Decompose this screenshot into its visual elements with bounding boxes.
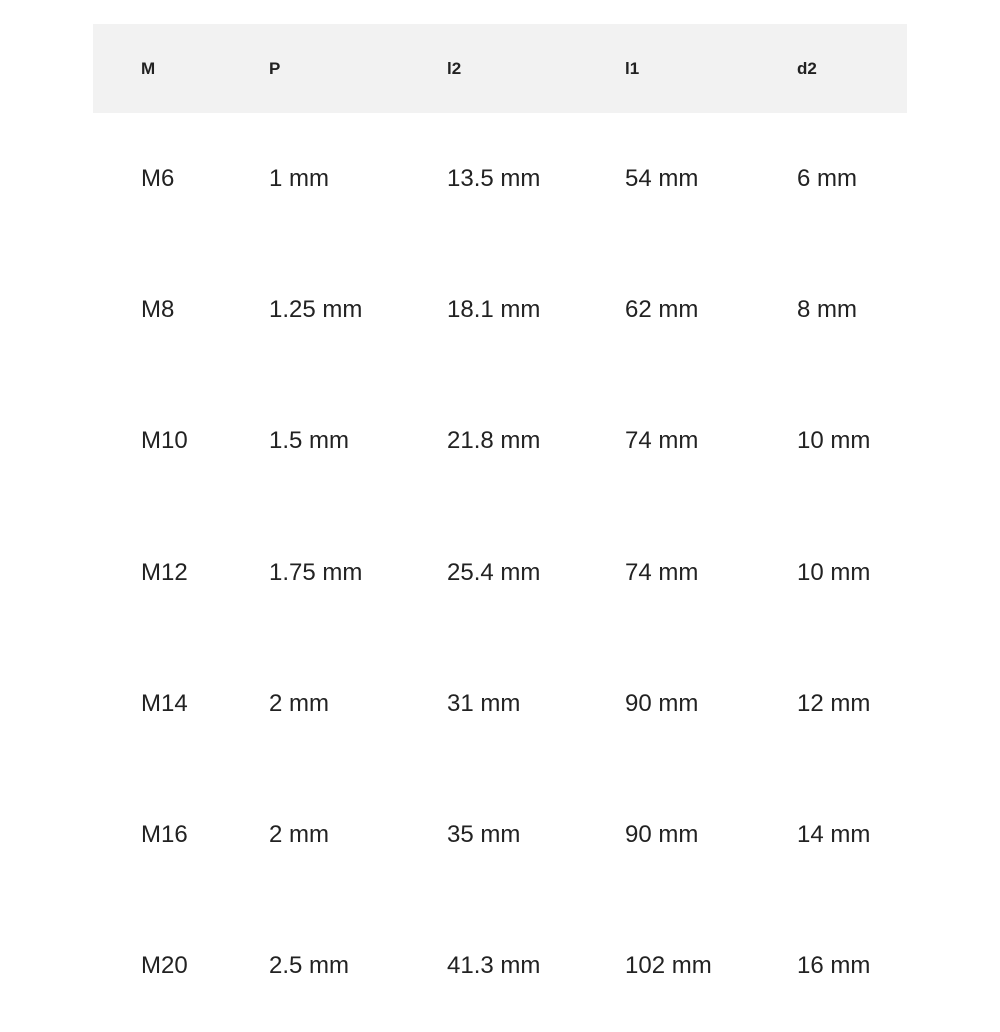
table-row (93, 244, 907, 375)
cell-m: M10 (141, 427, 188, 455)
cell-l1: 62 mm (625, 295, 699, 323)
table-row (93, 769, 907, 900)
cell-l1: 54 mm (625, 164, 699, 192)
table-row (93, 507, 907, 638)
cell-m: M8 (141, 295, 175, 323)
cell-d2: 6 mm (797, 164, 857, 192)
cell-p: 1.25 mm (269, 295, 363, 323)
cell-d2: 14 mm (797, 821, 871, 849)
table-header (93, 24, 907, 113)
cell-p: 2.5 mm (269, 952, 350, 980)
table-row (93, 901, 907, 1032)
table-row (93, 638, 907, 769)
table-header-row (93, 24, 907, 113)
cell-m: M12 (141, 558, 188, 586)
spec-table-container (93, 24, 907, 1032)
cell-p: 1 mm (269, 164, 329, 192)
cell-l2: 41.3 mm (447, 952, 541, 980)
cell-d2: 12 mm (797, 689, 871, 717)
cell-l1: 74 mm (625, 427, 699, 455)
table-row (93, 113, 907, 244)
table-body (93, 113, 907, 1032)
cell-p: 1.5 mm (269, 427, 350, 455)
cell-p: 2 mm (269, 689, 329, 717)
column-header-l2: l2 (447, 24, 625, 113)
cell-l1: 102 mm (625, 952, 712, 980)
cell-d2: 16 mm (797, 952, 871, 980)
cell-d2: 8 mm (797, 295, 857, 323)
cell-l2: 18.1 mm (447, 295, 541, 323)
cell-l1: 90 mm (625, 689, 699, 717)
cell-l2: 25.4 mm (447, 558, 541, 586)
cell-m: M6 (141, 164, 175, 192)
column-header-l1: l1 (625, 24, 797, 113)
column-header-m: M (93, 24, 269, 113)
cell-d2: 10 mm (797, 558, 871, 586)
thread-spec-table (93, 24, 907, 1032)
column-header-d2: d2 (797, 24, 907, 113)
cell-l2: 35 mm (447, 821, 521, 849)
cell-l1: 74 mm (625, 558, 699, 586)
cell-p: 1.75 mm (269, 558, 363, 586)
cell-m: M14 (141, 689, 188, 717)
cell-m: M16 (141, 821, 188, 849)
column-header-p: P (269, 24, 447, 113)
table-row (93, 376, 907, 507)
cell-p: 2 mm (269, 821, 329, 849)
cell-l2: 13.5 mm (447, 164, 541, 192)
cell-l2: 31 mm (447, 689, 521, 717)
cell-d2: 10 mm (797, 427, 871, 455)
cell-m: M20 (141, 952, 188, 980)
cell-l2: 21.8 mm (447, 427, 541, 455)
cell-l1: 90 mm (625, 821, 699, 849)
